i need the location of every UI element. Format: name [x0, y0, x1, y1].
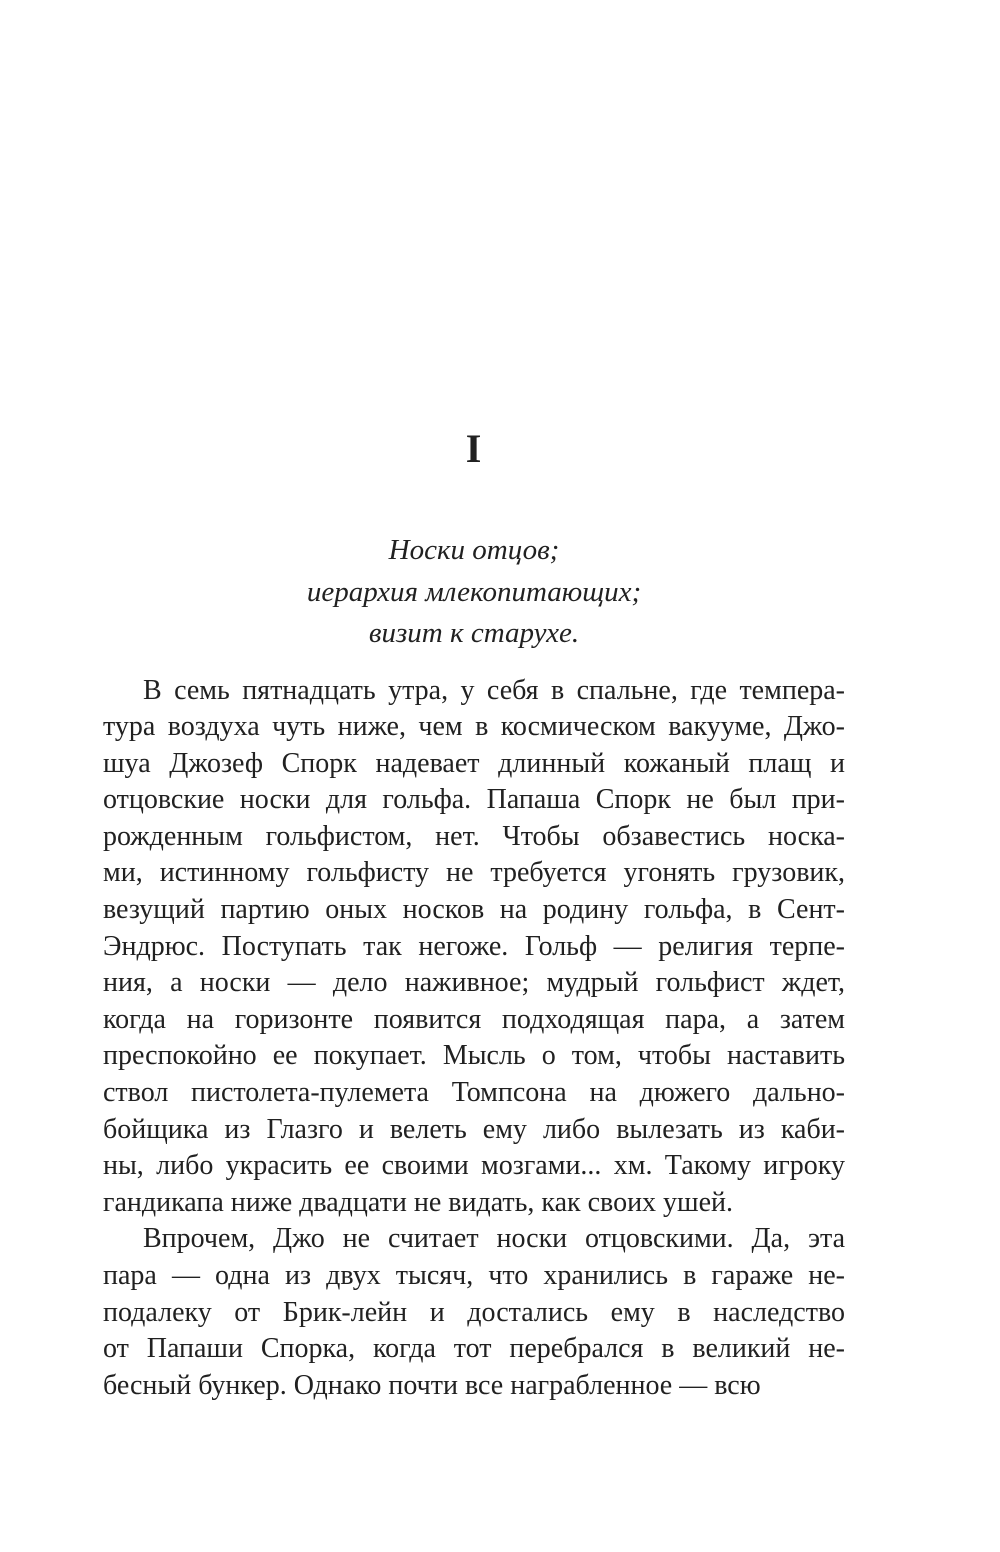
- text-line: ствол пистолета-пулемета Томпсона на дюжего дально-: [103, 1077, 845, 1109]
- text-line: везущий партию оных носков на родину гольфа, в Сент-: [103, 894, 845, 926]
- text-line: бойщика из Глазго и велеть ему либо вылезать из каби-: [103, 1113, 845, 1145]
- text-line: шуа Джозеф Спорк надевает длинный кожаный плащ и: [103, 747, 845, 779]
- text-line: от Папаши Спорка, когда тот перебрался в великий не-: [103, 1333, 845, 1365]
- text-line: Впрочем, Джо не считает носки отцовскими. Да, эта: [143, 1223, 845, 1255]
- text-line: подалеку от Брик-лейн и достались ему в наследство: [103, 1296, 845, 1328]
- body-text: [103, 673, 845, 1405]
- text-line: Эндрюс. Поступать так негоже. Гольф — религия терпе-: [103, 930, 845, 962]
- epigraph: [103, 530, 845, 655]
- epigraph-line: визит к старухе.: [368, 617, 580, 649]
- text-line: ния, а носки — дело наживное; мудрый гольфист ждет,: [103, 967, 845, 999]
- text-line: тура воздуха чуть ниже, чем в космическом вакууме, Джо-: [103, 711, 845, 743]
- text-line: преспокойно ее покупает. Мысль о том, чтобы наставить: [103, 1040, 845, 1072]
- epigraph-line: иерархия млекопитающих;: [306, 575, 642, 608]
- chapter-number-heading: I: [465, 426, 483, 471]
- text-line: бесный бункер. Однако почти все награбленное — всю: [103, 1369, 761, 1401]
- text-line: рожденным гольфистом, нет. Чтобы обзавестись носка-: [103, 820, 845, 852]
- text-line: гандикапа ниже двадцати не видать, как своих ушей.: [103, 1186, 734, 1218]
- text-line: пара — одна из двух тысяч, что хранились в гараже не-: [103, 1260, 845, 1291]
- text-line: когда на горизонте появится подходящая пара, а затем: [103, 1003, 845, 1035]
- text-line: ны, либо украсить ее своими мозгами... хм. Такому игроку: [103, 1150, 845, 1182]
- text-line: отцовские носки для гольфа. Папаша Спорк не был при-: [103, 784, 845, 816]
- text-column: [103, 0, 845, 1404]
- epigraph-line: Носки отцов;: [388, 534, 560, 566]
- text-line: В семь пятнадцать утра, у себя в спальне, где темпера-: [143, 674, 845, 706]
- text-line: ми, истинному гольфисту не требуется угонять грузовик,: [103, 857, 845, 889]
